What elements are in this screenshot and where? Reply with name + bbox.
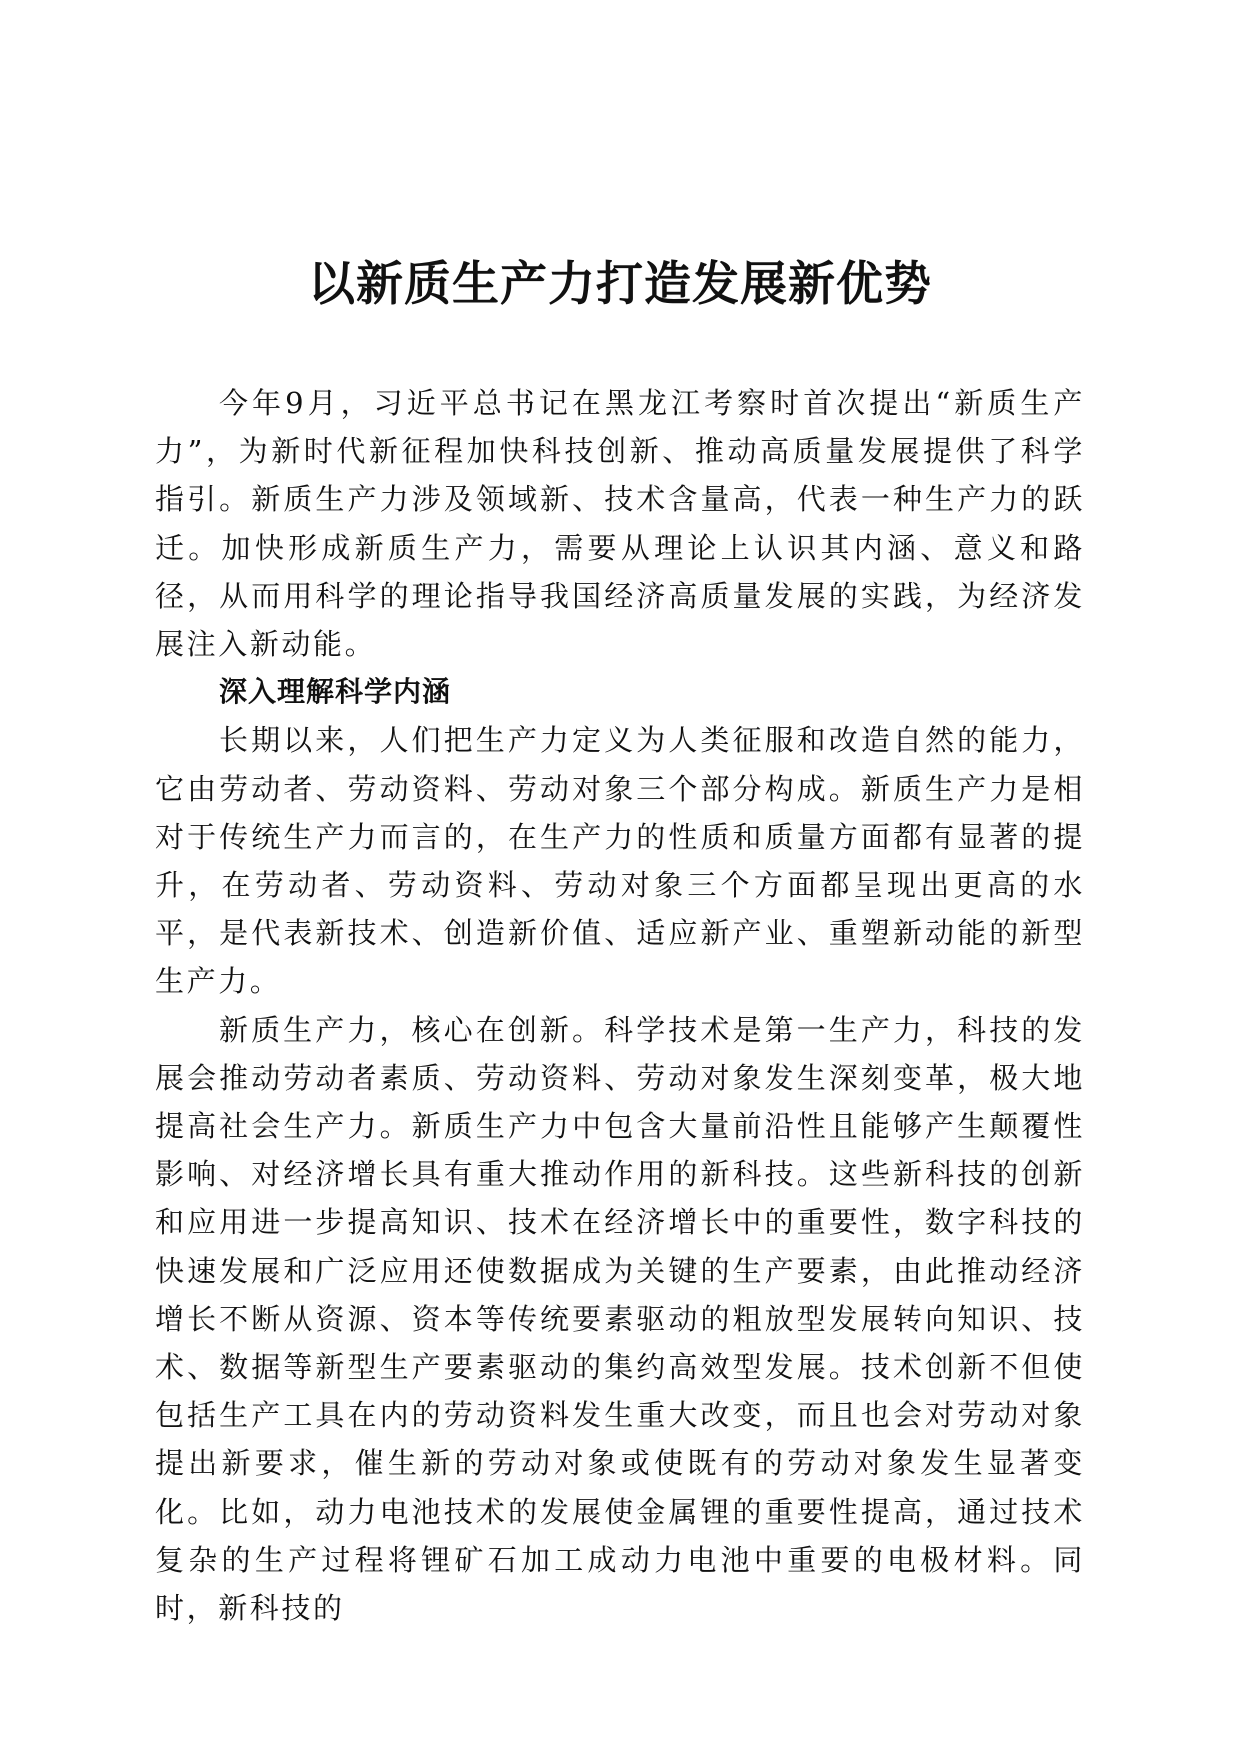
body-paragraph: 长期以来，人们把生产力定义为人类征服和改造自然的能力，它由劳动者、劳动资料、劳动对象三个部分构成。新质生产力是相对于传统生产力而言的，在生产力的性质和质量方面都有显著的提升，在劳动者、劳动资料、劳动对象三个方面都呈现出更高的水平，是代表新技术、创造新价值、适应新产业、重塑新动能的新型生产力。 [155,723,1085,999]
document-body [155,379,1085,1632]
body-paragraph: 新质生产力，核心在创新。科学技术是第一生产力，科技的发展会推动劳动者素质、劳动资料、劳动对象发生深刻变革，极大地提高社会生产力。新质生产力中包含大量前沿性且能够产生颠覆性影响、对经济增长具有重大推动作用的新科技。这些新科技的创新和应用进一步提高知识、技术在经济增长中的重要性，数字科技的快速发展和广泛应用还使数据成为关键的生产要素，由此推动经济增长不断从资源、资本等传统要素驱动的粗放型发展转向知识、技术、数据等新型生产要素驱动的集约高效型发展。技术创新不但使包括生产工具在内的劳动资料发生重大改变，而且也会对劳动对象提出新要求，催生新的劳动对象或使既有的劳动对象发生显著变化。比如，动力电池技术的发展使金属锂的重要性提高，通过技术复杂的生产过程将锂矿石加工成动力电池中重要的电极材料。同时，新科技的 [155,1012,1085,1626]
document-title: 以新质生产力打造发展新优势 [308,257,932,312]
section-heading: 深入理解科学内涵 [219,675,452,709]
intro-paragraph: 今年9月，习近平总书记在黑龙江考察时首次提出“新质生产力”，为新时代新征程加快科技创新、推动高质量发展提供了科学指引。新质生产力涉及领域新、技术含量高，代表一种生产力的跃迁。加快形成新质生产力，需要从理论上认识其内涵、意义和路径，从而用科学的理论指导我国经济高质量发展的实践，为经济发展注入新动能。 [155,386,1085,662]
